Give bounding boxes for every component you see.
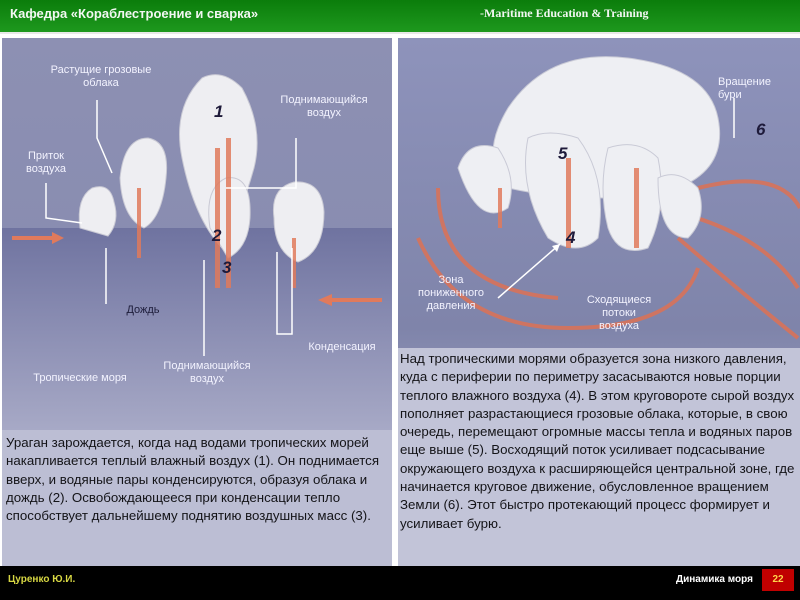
page-number-badge: 22: [762, 569, 794, 591]
program-title: -Maritime Education & Training: [480, 6, 649, 20]
hurricane-intensification-figure: [398, 38, 800, 566]
label-inflow: Приток воздуха: [26, 150, 66, 175]
marker-5: 5: [558, 144, 568, 163]
department-title: Кафедра «Кораблестроение и сварка»: [10, 6, 259, 21]
author-name: Цуренко Ю.И.: [8, 574, 76, 585]
slide-footer: [0, 566, 800, 600]
label-low-pressure: Зона пониженного давления: [418, 274, 484, 312]
slide-header: [0, 0, 800, 34]
marker-6: 6: [756, 120, 766, 139]
label-rain: Дождь: [126, 304, 160, 316]
header-divider: [0, 32, 800, 34]
label-rising-air-top: Поднимающийся воздух: [280, 94, 368, 119]
label-rising-air-bottom: Поднимающийся воздух: [163, 360, 251, 385]
hurricane-formation-figure: [2, 38, 392, 566]
marker-4: 4: [566, 228, 576, 247]
marker-2: 2: [212, 226, 222, 245]
label-storm-rotation: Вращение бури: [718, 76, 771, 101]
right-description: Над тропическими морями образуется зона низкого давления, куда с периферии по периметру засасываются новые порции теплого влажного воздуха (4). В этом круговороте сырой воздух пополняет разрастающиеся грозовые облака, которые, в свою очередь, перемещают огромные массы тепла и водяных паров еще выше (5). Восходящий поток усиливает подсасывание окружающего воздуха к расширяющейся центральной зоне, где начинается круговое движение, обусловленное вращением Земли (6). Этот быстро протекающий процесс формирует и усиливает бурю.: [398, 348, 800, 566]
label-growing-clouds: Растущие грозовые облака: [50, 64, 152, 89]
left-description: Ураган зарождается, когда над водами тропических морей накапливается теплый влажный воздух (1). Он поднимается вверх, и водяные пары конденсируются, образуя облака и дождь (2). Освобождающееся при конденсации тепло способствует дальнейшему поднятию воздушных масс (3).: [2, 430, 392, 566]
label-tropical-seas: Тропические моря: [33, 372, 127, 384]
marker-1: 3: [222, 258, 232, 277]
label-condensation: Конденсация: [308, 341, 376, 353]
label-converging-flows: Сходящиеся потоки воздуха: [586, 294, 652, 332]
course-subject: Динамика моря: [676, 574, 753, 585]
marker-3: 1: [214, 102, 224, 121]
